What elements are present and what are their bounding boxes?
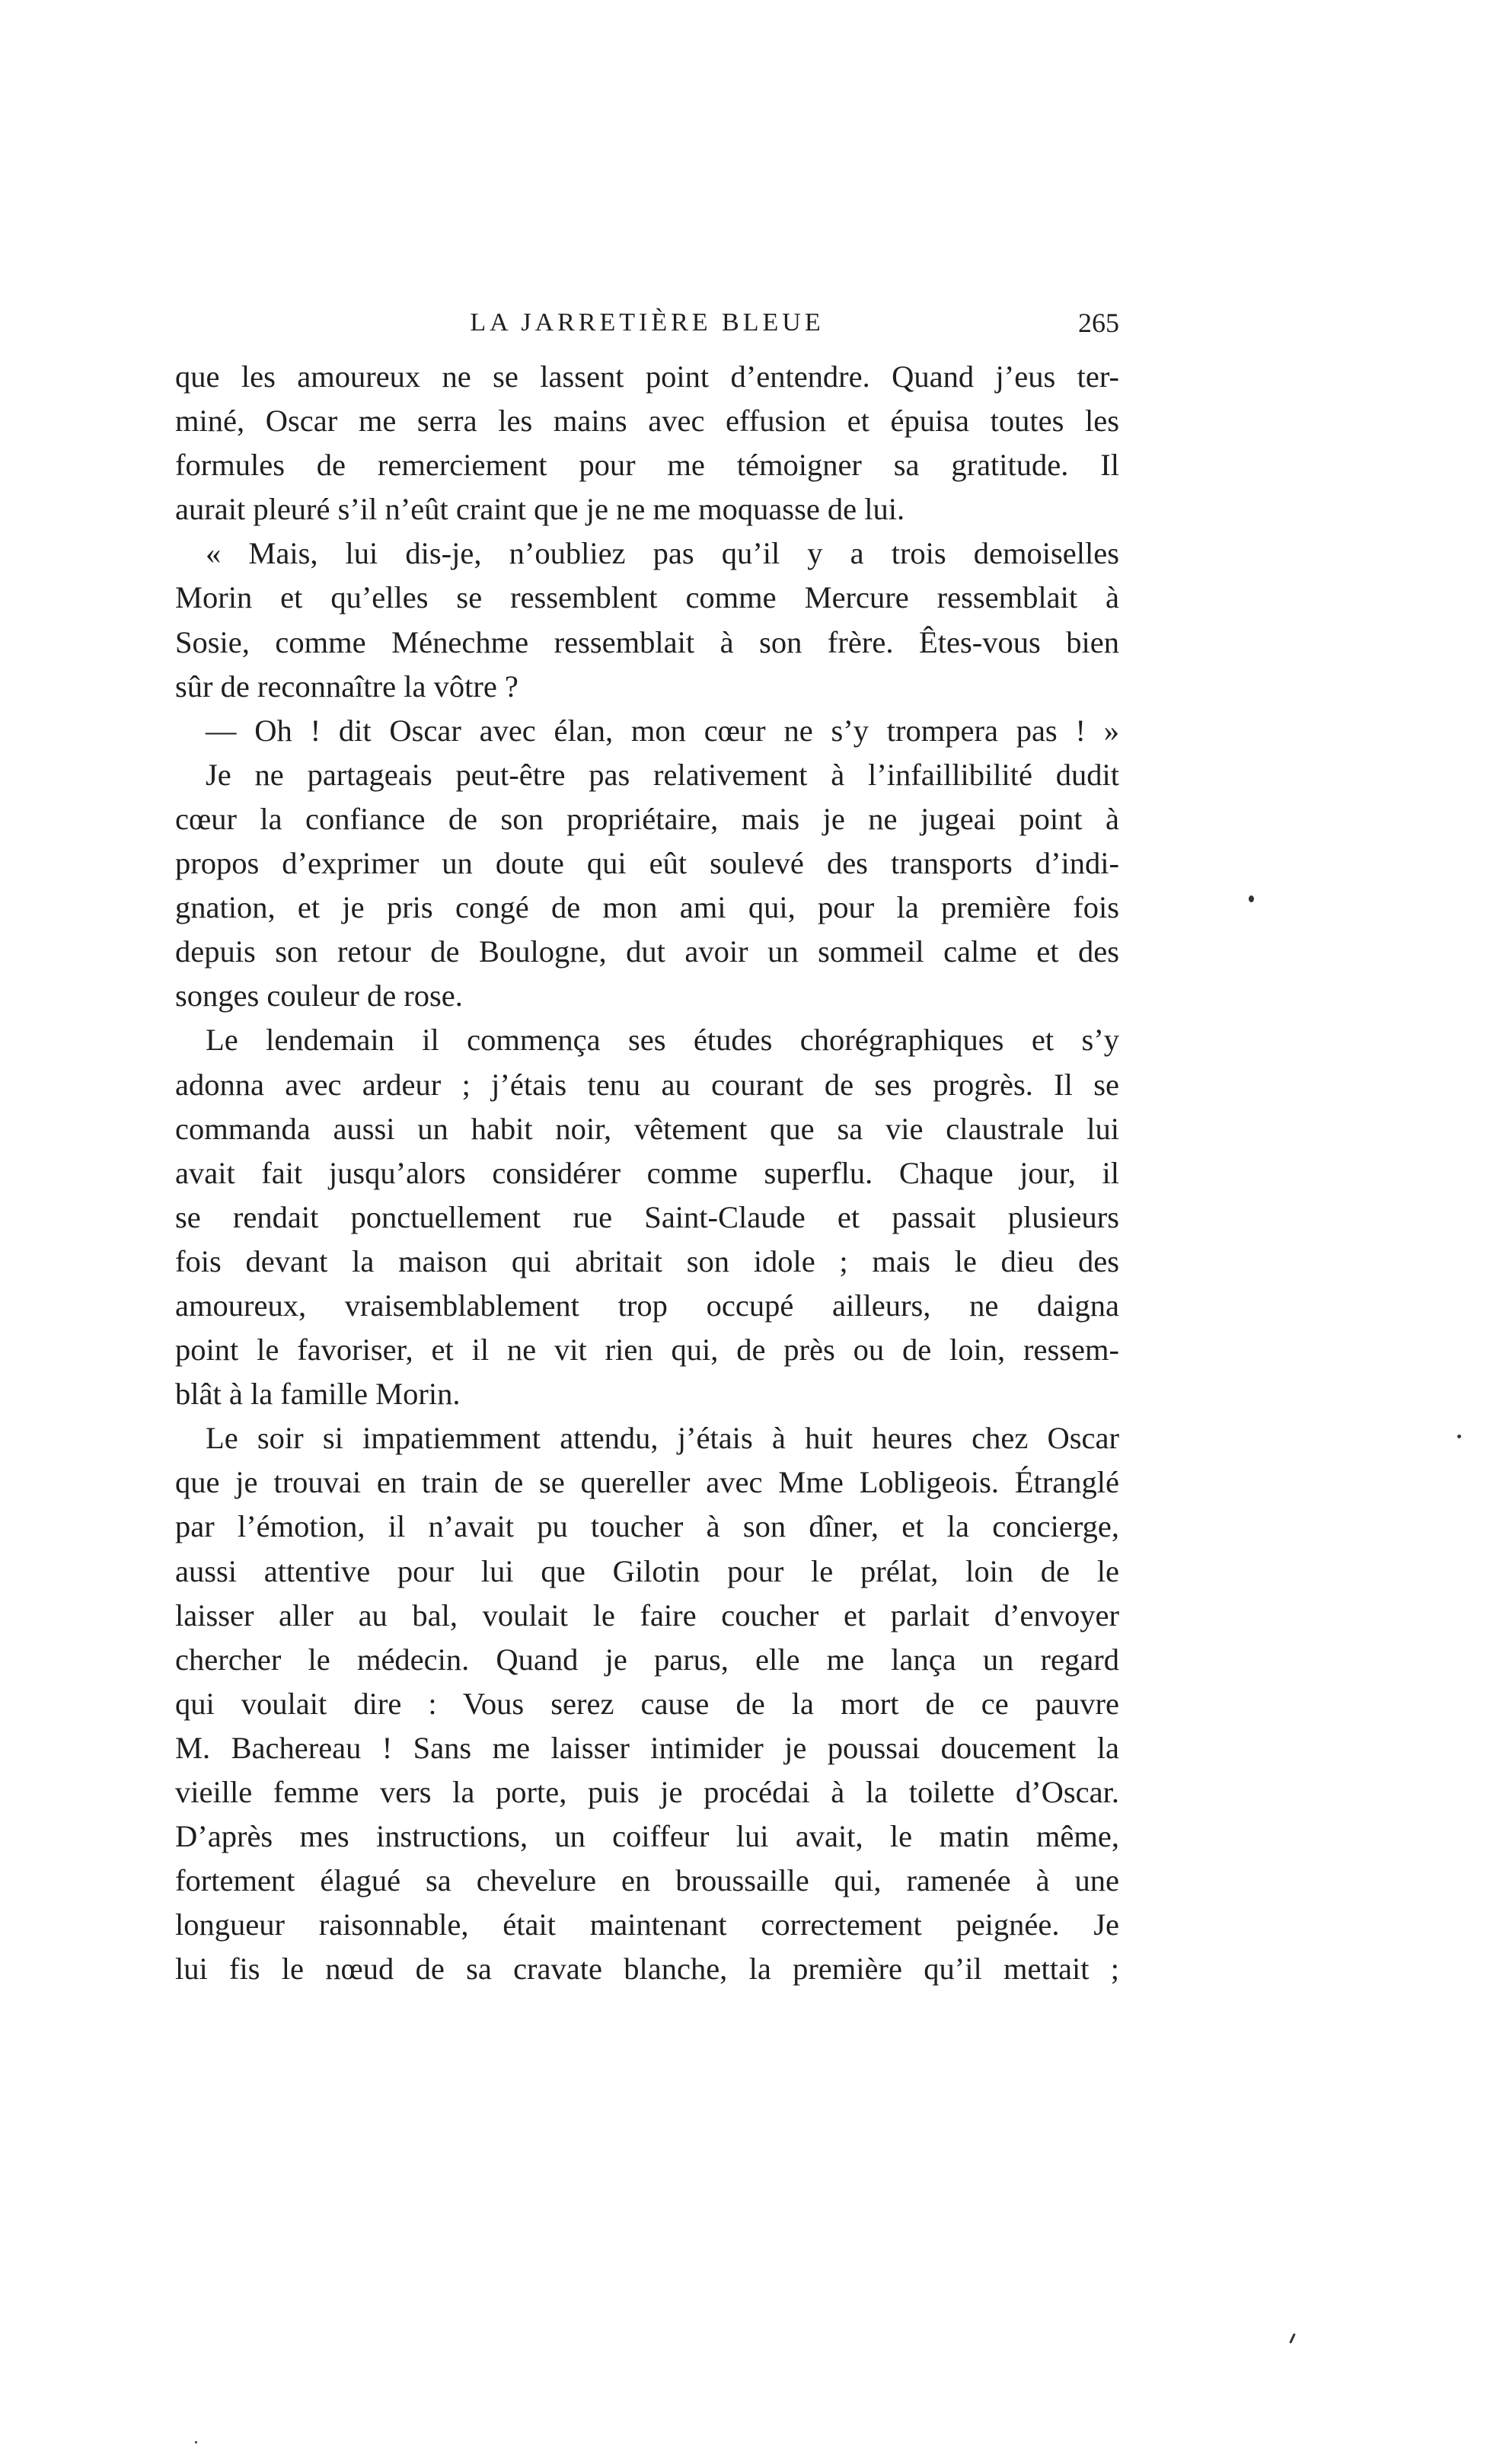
text-line: cœur la confiance de son propriétaire, mais je ne jugeai point à — [175, 801, 1119, 836]
text-line: longueur raisonnable, était maintenant correctement peignée. Je — [175, 1907, 1119, 1942]
text-line: Je ne partageais peut-être pas relativement à l’infaillibilité dudit — [206, 757, 1119, 792]
text-line: « Mais, lui dis-je, n’oubliez pas qu’il y a trois demoiselles — [206, 536, 1119, 571]
text-line: — Oh ! dit Oscar avec élan, mon cœur ne s’y trompera pas ! » — [206, 713, 1119, 748]
text-body — [175, 355, 1119, 1991]
text-line: vieille femme vers la porte, puis je procédai à la toilette d’Oscar. — [175, 1775, 1119, 1809]
text-line: que les amoureux ne se lassent point d’entendre. Quand j’eus ter- — [175, 359, 1119, 394]
scan-speck — [195, 2441, 197, 2443]
text-line: se rendait ponctuellement rue Saint-Claude et passait plusieurs — [175, 1199, 1119, 1234]
text-line: que je trouvai en train de se quereller avec Mme Lobligeois. Étranglé — [175, 1465, 1119, 1500]
text-line: point le favoriser, et il ne vit rien qui, de près ou de loin, ressem- — [175, 1333, 1119, 1368]
text-line: chercher le médecin. Quand je parus, elle me lança un regard — [175, 1642, 1119, 1677]
text-line: Le lendemain il commença ses études chorégraphiques et s’y — [206, 1023, 1119, 1058]
text-line: gnation, et je pris congé de mon ami qui, pour la première fois — [175, 890, 1119, 925]
scan-speck — [1289, 2333, 1296, 2344]
text-line: qui voulait dire : Vous serez cause de la mort de ce pauvre — [175, 1686, 1119, 1721]
text-line: amoureux, vraisemblablement trop occupé ailleurs, ne daigna — [175, 1288, 1119, 1323]
text-line: avait fait jusqu’alors considérer comme superflu. Chaque jour, il — [175, 1155, 1119, 1190]
text-line: aurait pleuré s’il n’eût craint que je ne me moquasse de lui. — [175, 492, 905, 527]
text-line: songes couleur de rose. — [175, 978, 463, 1013]
text-line: miné, Oscar me serra les mains avec effusion et épuisa toutes les — [175, 404, 1119, 439]
text-line: commanda aussi un habit noir, vêtement que sa vie claustrale lui — [175, 1111, 1119, 1146]
text-line: blât à la famille Morin. — [175, 1377, 461, 1412]
text-line: formules de remerciement pour me témoigner sa gratitude. Il — [175, 448, 1119, 483]
text-line: laisser aller au bal, voulait le faire coucher et parlait d’envoyer — [175, 1597, 1119, 1633]
text-line: lui fis le nœud de sa cravate blanche, la première qu’il mettait ; — [175, 1952, 1119, 1987]
scan-speck — [1457, 1435, 1461, 1438]
text-line: D’après mes instructions, un coiffeur lui avait, le matin même, — [175, 1819, 1119, 1854]
text-line: depuis son retour de Boulogne, dut avoir un sommeil calme et des — [175, 934, 1119, 969]
text-line: aussi attentive pour lui que Gilotin pour le prélat, loin de le — [175, 1553, 1119, 1588]
scan-speck — [1249, 895, 1254, 902]
running-title: LA JARRETIÈRE BLEUE — [470, 308, 825, 337]
text-line: propos d’exprimer un doute qui eût soulevé des transports d’indi- — [175, 846, 1119, 881]
text-line: M. Bachereau ! Sans me laisser intimider je poussai doucement la — [175, 1730, 1119, 1765]
text-line: sûr de reconnaître la vôtre ? — [175, 669, 518, 704]
text-line: Sosie, comme Ménechme ressemblait à son frère. Êtes-vous bien — [175, 624, 1119, 659]
text-line: fois devant la maison qui abritait son idole ; mais le dieu des — [175, 1243, 1119, 1278]
page-number: 265 — [1078, 308, 1119, 338]
text-line: adonna avec ardeur ; j’étais tenu au courant de ses progrès. Il se — [175, 1067, 1119, 1102]
text-line: par l’émotion, il n’avait pu toucher à son dîner, et la concierge, — [175, 1509, 1119, 1544]
text-line: Le soir si impatiemment attendu, j’étais à huit heures chez Oscar — [206, 1421, 1119, 1456]
text-line: fortement élagué sa chevelure en broussaille qui, ramenée à une — [175, 1863, 1119, 1898]
page-header — [175, 303, 1119, 343]
text-line: Morin et qu’elles se ressemblent comme Mercure ressemblait à — [175, 580, 1119, 615]
